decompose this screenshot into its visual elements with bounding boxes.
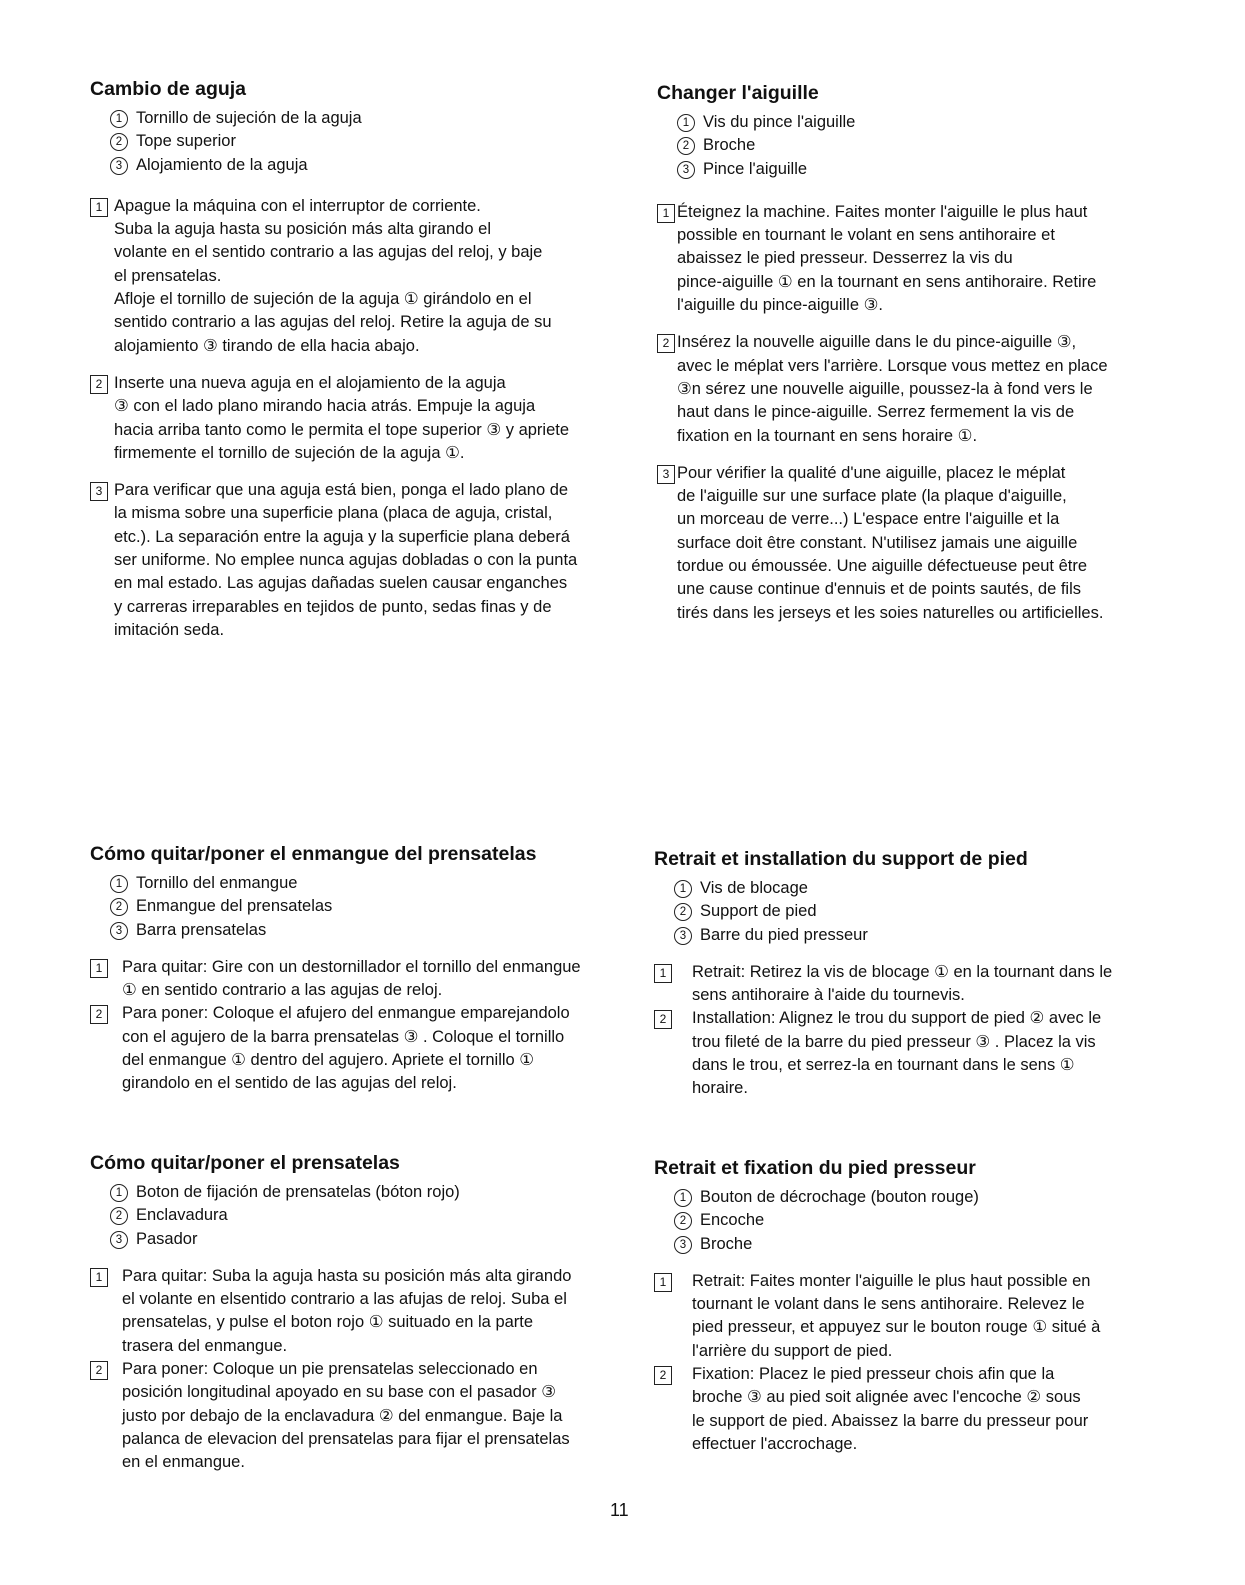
step-item [654, 1363, 1229, 1456]
parts-list [654, 1186, 1229, 1256]
step-text: Inserte una nueva aguja en el alojamiento de la aguja ③ con el lado plano mirando hacia atrás. Empuje la aguja hacia arriba tanto como le permita el tope superior ③ y apriete firmemente el tornillo de sujeción de la aguja ①. [114, 373, 570, 462]
steps-list [657, 201, 1227, 625]
part-item [674, 924, 1229, 947]
step-number-box: 3 [90, 482, 108, 501]
part-label: Vis de blocage [700, 879, 808, 897]
step-number-box: 1 [90, 198, 108, 217]
circled-number-icon: 3 [677, 161, 695, 179]
step-item [657, 201, 1227, 317]
parts-list [90, 107, 630, 177]
part-item [674, 1209, 1229, 1232]
section-enmangue-prensatelas [90, 843, 635, 1096]
step-number-box: 2 [654, 1010, 672, 1029]
section-title: Cómo quitar/poner el prensatelas [90, 1152, 400, 1174]
step-text: Fixation: Placez le pied presseur chois afin que la broche ③ au pied soit alignée avec l'encoche ② sous le support de pied. Abaissez la barre du presseur pour effectuer l'accrochage. [692, 1365, 1089, 1453]
steps-list [90, 195, 630, 642]
part-label: Pasador [136, 1229, 198, 1248]
step-item [654, 1270, 1229, 1363]
parts-list [654, 877, 1229, 947]
steps-list [654, 961, 1229, 1101]
circled-number-icon: 2 [674, 1212, 692, 1230]
parts-list [657, 111, 1227, 181]
part-item [110, 895, 635, 918]
part-item [110, 130, 630, 153]
part-label: Barra prensatelas [136, 920, 267, 939]
circled-number-icon: 1 [674, 880, 692, 898]
section-title: Retrait et fixation du pied presseur [654, 1157, 976, 1179]
step-text: Éteignez la machine. Faites monter l'aiguille le plus haut possible en tournant le volant en sens antihoraire et abaissez le pied presseur. Desserrez la vis du pince-aiguille ① en la tournant en sens antihoraire. Retire l'aiguille du pince-aiguille ③. [677, 202, 1097, 315]
part-label: Encoche [700, 1211, 765, 1230]
section-support-de-pied [654, 848, 1229, 1101]
step-number-box: 1 [654, 1273, 672, 1292]
step-text: Para quitar: Suba la aguja hasta su posición más alta girando el volante en elsentido contrario a las afujas de reloj. Suba el prensatelas, y pulse el boton rojo ① suituado en la parte trasera del enmangue. [122, 1266, 572, 1355]
part-label: Enmangue del prensatelas [136, 897, 333, 916]
circled-number-icon: 3 [674, 927, 692, 945]
step-item [90, 1358, 635, 1474]
circled-number-icon: 2 [110, 1207, 128, 1225]
parts-list [90, 872, 635, 942]
step-item [654, 961, 1229, 1008]
step-number-box: 1 [90, 1268, 108, 1287]
page-number: 11 [610, 1500, 629, 1520]
step-number-box: 2 [90, 1005, 108, 1024]
part-label: Tornillo del enmangue [136, 874, 298, 892]
part-item [674, 900, 1229, 923]
circled-number-icon: 1 [110, 110, 128, 128]
parts-list [90, 1181, 635, 1251]
part-label: Broche [700, 1234, 753, 1253]
part-item [677, 111, 1227, 134]
step-text: Apague la máquina con el interruptor de corriente. Suba la aguja hasta su posición más alta girando el volante en el sentido contrario a las agujas del reloj, y baje el prensatelas. Afloje el tornillo de sujeción de la aguja ① girándolo en el sentido contrario a las agujas del reloj. Retire la aguja de su alojamiento ③ tirando de ella hacia abajo. [114, 196, 552, 355]
step-number-box: 3 [657, 465, 675, 484]
part-label: Enclavadura [136, 1206, 228, 1225]
step-item [657, 331, 1227, 447]
circled-number-icon: 3 [110, 1231, 128, 1249]
part-label: Barre du pied presseur [700, 925, 868, 944]
part-item [674, 1186, 1229, 1209]
section-title: Cómo quitar/poner el enmangue del prensatelas [90, 843, 537, 865]
step-number-box: 2 [90, 1361, 108, 1380]
circled-number-icon: 3 [674, 1236, 692, 1254]
part-label: Support de pied [700, 902, 817, 921]
step-text: Retrait: Faites monter l'aiguille le plus haut possible en tournant le volant dans le sens antihoraire. Relevez le pied presseur, et appuyez sur le bouton rouge ① situé à l'arrière du support de pied. [692, 1271, 1101, 1360]
part-item [110, 919, 635, 942]
part-label: Boton de fijación de prensatelas (bóton rojo) [136, 1183, 460, 1201]
part-item [677, 158, 1227, 181]
section-cambio-de-aguja [90, 78, 630, 642]
step-item [654, 1007, 1229, 1100]
section-title: Cambio de aguja [90, 78, 247, 100]
step-text: Para quitar: Gire con un destornillador el tornillo del enmangue ① en sentido contrario a las agujas de reloj. [122, 957, 581, 1000]
step-item [90, 956, 635, 1003]
steps-list [654, 1270, 1229, 1456]
step-text: Para poner: Coloque un pie prensatelas seleccionado en posición longitudinal apoyado en su base con el pasador ③ justo por debajo de la enclavadura ② del enmangue. Baje la palanca de elevacion del prensatelas para fijar el prensatelas en el enmangue. [122, 1360, 570, 1472]
part-item [674, 1233, 1229, 1256]
step-text: Para verificar que una aguja está bien, ponga el lado plano de la misma sobre una superficie plana (placa de aguja, cristal, etc.). La separación entre la aguja y la superficie plana deberá ser uniforme. No emplee nunca agujas dobladas o con la punta en mal estado. Las agujas dañadas suelen causar enganches y carreras irreparables en tejidos de punto, sedas finas y de imitación seda. [114, 481, 578, 639]
step-number-box: 1 [657, 204, 675, 223]
part-item [110, 1181, 635, 1204]
step-item [90, 479, 630, 642]
step-text: Pour vérifier la qualité d'une aiguille, placez le méplat de l'aiguille sur une surface plate (la plaque d'aiguille, un morceau de verre...) L'espace entre l'aiguille et la surface doit être constant. N'utilisez jamais une aiguille tordue ou émoussée. Une aiguille défectueuse peut être une cause continue d'ennuis et de points sautés, de fils tirés dans les jerseys et les soies naturelles ou artificielles. [677, 463, 1104, 622]
part-label: Bouton de décrochage (bouton rouge) [700, 1188, 979, 1206]
circled-number-icon: 3 [110, 157, 128, 175]
step-item [90, 372, 630, 465]
circled-number-icon: 2 [677, 137, 695, 155]
step-item [90, 1002, 635, 1095]
step-item [90, 1265, 635, 1358]
part-label: Tornillo de sujeción de la aguja [136, 109, 362, 127]
step-number-box: 1 [654, 964, 672, 983]
step-item [657, 462, 1227, 625]
circled-number-icon: 1 [674, 1189, 692, 1207]
step-text: Para poner: Coloque el afujero del enmangue emparejandolo con el agujero de la barra prensatelas ③ . Coloque el tornillo del enmangue ① dentro del agujero. Apriete el tornillo ① girandolo en el sentido de las agujas del reloj. [122, 1004, 570, 1093]
part-label: Alojamiento de la aguja [136, 155, 308, 174]
steps-list [90, 1265, 635, 1475]
part-item [110, 107, 630, 130]
step-text: Retrait: Retirez la vis de blocage ① en la tournant dans le sens antihoraire à l'aide du tournevis. [692, 962, 1113, 1005]
section-pied-presseur [654, 1157, 1229, 1456]
part-item [677, 134, 1227, 157]
part-item [110, 872, 635, 895]
step-number-box: 1 [90, 959, 108, 978]
step-item [90, 195, 630, 358]
part-item [110, 1204, 635, 1227]
step-number-box: 2 [654, 1366, 672, 1385]
circled-number-icon: 1 [110, 875, 128, 893]
part-item [110, 1228, 635, 1251]
steps-list [90, 956, 635, 1096]
part-label: Pince l'aiguille [703, 159, 808, 178]
circled-number-icon: 1 [677, 114, 695, 132]
part-label: Broche [703, 136, 756, 155]
part-item [110, 154, 630, 177]
step-number-box: 2 [657, 334, 675, 353]
section-title: Changer l'aiguille [657, 82, 819, 104]
part-label: Tope superior [136, 132, 236, 151]
circled-number-icon: 2 [110, 133, 128, 151]
section-changer-aiguille [657, 82, 1227, 625]
step-text: Installation: Alignez le trou du support de pied ② avec le trou fileté de la barre du pied presseur ③ . Placez la vis dans le trou, et serrez-la en tournant dans le sens ① horaire. [692, 1009, 1102, 1098]
circled-number-icon: 1 [110, 1184, 128, 1202]
step-text: Insérez la nouvelle aiguille dans le du pince-aiguille ③, avec le méplat vers l'arrière. Lorsque vous mettez en place ③n sérez une nouvelle aiguille, poussez-la à fond vers le haut dans le pince-aiguille. Serrez fermement la vis de fixation en la tournant en sens horaire ①. [677, 333, 1108, 445]
circled-number-icon: 3 [110, 922, 128, 940]
circled-number-icon: 2 [110, 898, 128, 916]
section-prensatelas [90, 1152, 635, 1475]
step-number-box: 2 [90, 375, 108, 394]
circled-number-icon: 2 [674, 903, 692, 921]
part-item [674, 877, 1229, 900]
section-title: Retrait et installation du support de pied [654, 848, 1028, 870]
part-label: Vis du pince l'aiguille [703, 113, 856, 131]
